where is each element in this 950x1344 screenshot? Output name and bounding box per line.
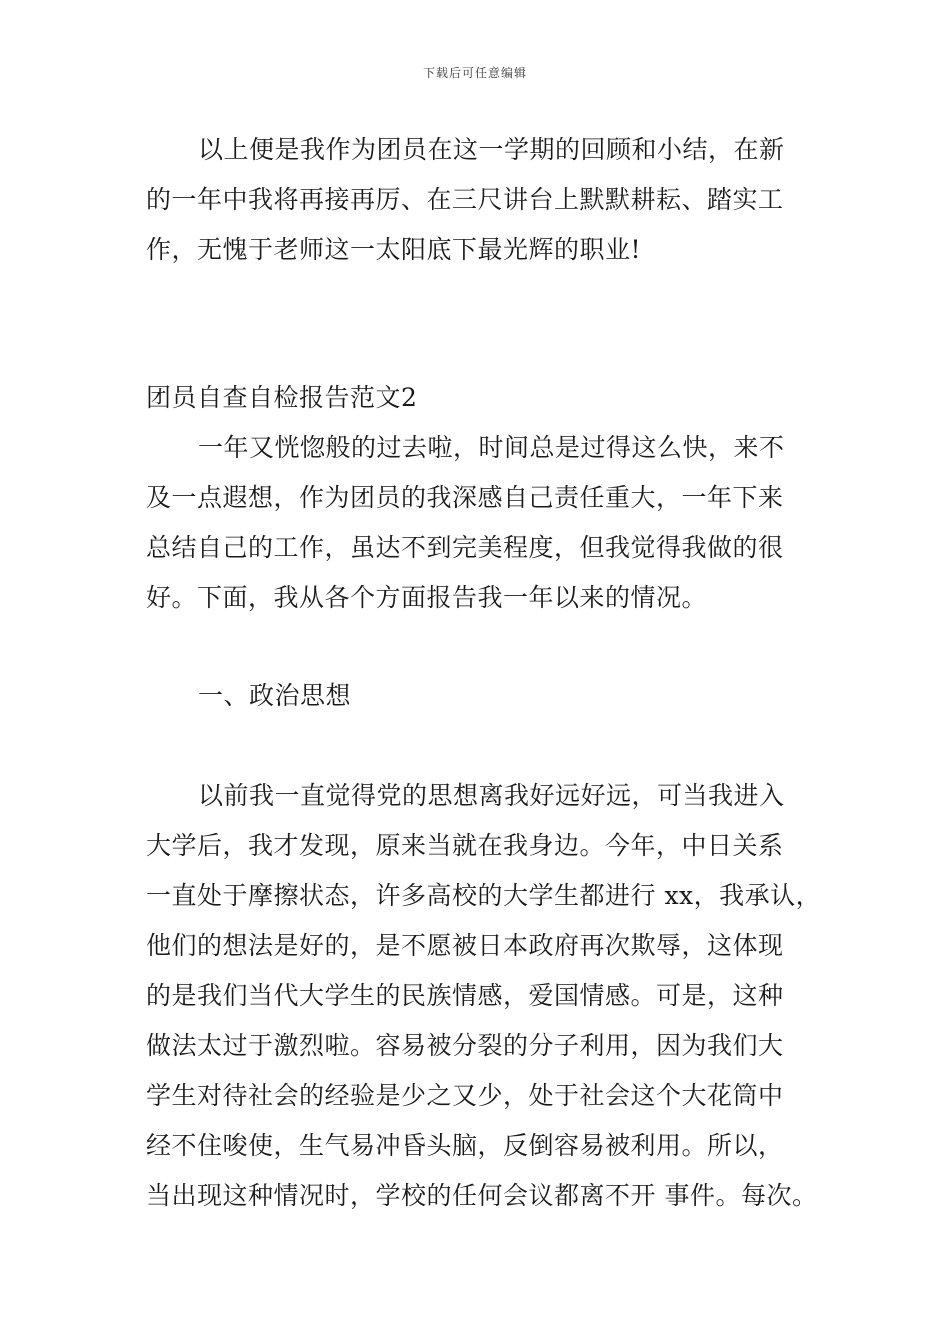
paragraph-line: 经不住唆使，生气易冲昏头脑，反倒容易被利用。所以， (146, 1131, 784, 1160)
paragraph-line: 好。下面，我从各个方面报告我一年以来的情况。 (146, 583, 708, 612)
paragraph-line: 一直处于摩擦状态，许多高校的大学生都进行 xx，我承认， (146, 881, 822, 910)
paragraph-line: 当出现这种情况时，学校的任何会议都离不开 事件。每次。 (146, 1181, 818, 1210)
paragraph-line: 做法太过于激烈啦。容易被分裂的分子利用，因为我们大 (146, 1031, 784, 1060)
paragraph-line: 总结自己的工作，虽达不到完美程度，但我觉得我做的很 (146, 533, 784, 562)
paragraph-line: 大学后，我才发现，原来当就在我身边。今年，中日关系 (146, 831, 784, 860)
paragraph-line: 的是我们当代大学生的民族情感，爱国情感。可是，这种 (146, 981, 784, 1010)
paragraph-line: 一年又恍惚般的过去啦，时间总是过得这么快，来不 (198, 433, 785, 462)
paragraph-line: 作，无愧于老师这一太阳底下最光辉的职业! (146, 235, 642, 264)
section-title: 团员自查自检报告范文2 (146, 383, 418, 412)
paragraph-line: 学生对待社会的经验是少之又少，处于社会这个大花筒中 (146, 1081, 784, 1110)
subsection-heading: 一、政治思想 (198, 681, 352, 710)
paragraph-line: 以前我一直觉得党的思想离我好远好远，可当我进入 (198, 781, 785, 810)
paragraph-line: 及一点遐想，作为团员的我深感自己责任重大，一年下来 (146, 483, 784, 512)
paragraph-line: 他们的想法是好的，是不愿被日本政府再次欺辱，这体现 (146, 931, 784, 960)
paragraph-line: 的一年中我将再接再厉、在三尺讲台上默默耕耘、踏实工 (146, 185, 784, 214)
page-header: 下载后可任意编辑 (422, 66, 527, 80)
paragraph-line: 以上便是我作为团员在这一学期的回顾和小结，在新 (198, 135, 785, 164)
